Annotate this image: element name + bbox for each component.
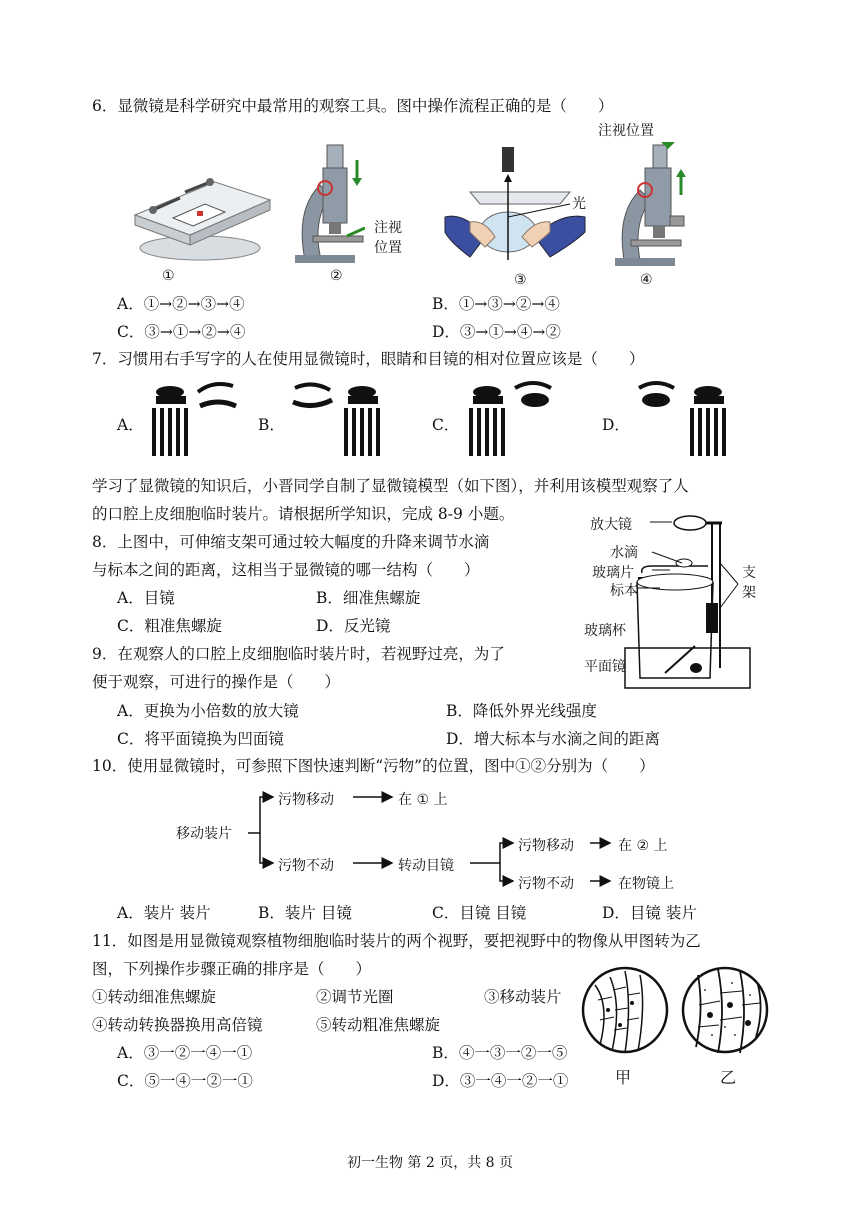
q6-option-d[interactable]: D．③→①→④→② (432, 323, 561, 341)
q7-option-d[interactable]: D． (602, 416, 630, 434)
q10-flow-on-objective: 在物镜上 (618, 876, 674, 892)
q6-option-b[interactable]: B．①→③→②→④ (432, 295, 560, 313)
q11-fig-label-yi: 乙 (720, 1068, 737, 1087)
q11-figure-views (580, 965, 770, 1055)
q10-flow-dirt-moves-2: 污物移动 (518, 838, 574, 854)
q10-flow-move-slide: 移动装片 (176, 826, 232, 842)
intro-line-2: 的口腔上皮细胞临时装片。请根据所学知识，完成 8-9 小题。 (92, 505, 515, 523)
q6-stem: 6．显微镜是科学研究中最常用的观察工具。图中操作流程正确的是（ ） (92, 97, 614, 115)
q6-figure-2-microscope (295, 140, 365, 265)
q10-flow-on-1: 在 ① 上 (398, 792, 448, 808)
q7-a-figure (148, 378, 243, 460)
intro-line-1: 学习了显微镜的知识后，小晋同学自制了显微镜模型（如下图），并利用该模型观察了人 (92, 477, 689, 495)
q10-flow-dirt-still-2: 污物不动 (518, 876, 574, 892)
q11-fig-label-jia: 甲 (615, 1068, 632, 1087)
q8-line-1: 8．上图中，可伸缩支架可通过较大幅度的升降来调节水滴 (92, 533, 490, 551)
q6-fig3-light: 光 (572, 196, 586, 212)
q7-option-a[interactable]: A． (117, 416, 144, 434)
q6-fig2-watch: 注视 (374, 220, 402, 236)
q9-option-b[interactable]: B．降低外界光线强度 (446, 702, 597, 720)
model-label-support-2: 架 (742, 585, 756, 601)
model-label-glass-slide: 玻璃片 (592, 565, 634, 581)
q10-option-b[interactable]: B．装片 目镜 (258, 904, 352, 922)
q7-d-figure (636, 378, 736, 460)
q11-line-2: 图，下列操作步骤正确的排序是（ ） (92, 960, 372, 978)
page-footer: 初一生物 第 2 页，共 8 页 (346, 1155, 514, 1171)
q9-line-2: 便于观察，可进行的操作是（ ） (92, 673, 341, 691)
q8-option-d[interactable]: D．反光镜 (316, 617, 391, 635)
q8-option-c[interactable]: C．粗准焦螺旋 (117, 617, 222, 635)
q6-figure-4-microscope (615, 140, 695, 270)
model-label-mirror: 平面镜 (584, 659, 626, 675)
q7-option-b[interactable]: B． (258, 416, 285, 434)
model-label-support-1: 支 (742, 565, 756, 581)
q6-figure-1-stage (125, 170, 275, 265)
q10-option-c[interactable]: C．目镜 目镜 (432, 904, 527, 922)
q8-line-2: 与标本之间的距离，这相当于显微镜的哪一结构（ ） (92, 561, 480, 579)
q11-line-1: 11．如图是用显微镜观察植物细胞临时装片的两个视野，要把视野中的物像从甲图转为乙 (92, 932, 701, 950)
q6-fig-label-3: ③ (514, 272, 527, 288)
q6-option-c[interactable]: C．③→①→②→④ (117, 323, 246, 341)
q11-option-b[interactable]: B．④一③一②一⑤ (432, 1044, 568, 1062)
q10-stem: 10．使用显微镜时，可参照下图快速判断“污物”的位置，图中①②分别为（ ） (92, 757, 655, 775)
q6-fig-label-4: ④ (640, 272, 653, 288)
q10-flow-on-2: 在 ② 上 (618, 838, 668, 854)
q6-fig-label-2: ② (330, 268, 343, 284)
q9-option-a[interactable]: A．更换为小倍数的放大镜 (117, 702, 299, 720)
q7-c-figure (465, 378, 560, 460)
q10-option-a[interactable]: A．装片 装片 (117, 904, 211, 922)
q10-option-d[interactable]: D．目镜 装片 (602, 904, 697, 922)
q8-option-b[interactable]: B．细准焦螺旋 (316, 589, 421, 607)
q9-line-1: 9．在观察人的口腔上皮细胞临时装片时，若视野过亮，为了 (92, 645, 505, 663)
q8-option-a[interactable]: A．目镜 (117, 589, 175, 607)
q7-stem: 7．习惯用右手写字的人在使用显微镜时，眼睛和目镜的相对位置应该是（ ） (92, 350, 645, 368)
q11-step-2: ②调节光圈 (316, 988, 394, 1006)
q6-fig-label-1: ① (162, 268, 175, 284)
model-label-droplet: 水滴 (610, 545, 638, 561)
q11-option-d[interactable]: D．③一④一②一① (432, 1072, 569, 1090)
q10-flow-dirt-still-1: 污物不动 (278, 858, 334, 874)
q11-step-1: ①转动细准焦螺旋 (92, 988, 217, 1006)
q11-step-3: ③移动装片 (484, 988, 562, 1006)
q9-option-c[interactable]: C．将平面镜换为凹面镜 (117, 730, 284, 748)
model-label-specimen: 标本 (610, 583, 638, 599)
q6-figure-3-hands (440, 142, 590, 267)
q6-fig4-watch-position: 注视位置 (598, 123, 654, 139)
q10-flow-turn-eyepiece: 转动目镜 (398, 858, 454, 874)
q9-option-d[interactable]: D．增大标本与水滴之间的距离 (446, 730, 660, 748)
q11-step-4: ④转动转换器换用高倍镜 (92, 1016, 263, 1034)
model-label-beaker: 玻璃杯 (584, 623, 626, 639)
q6-option-a[interactable]: A．①→②→③→④ (117, 295, 245, 313)
model-label-magnifier: 放大镜 (590, 517, 632, 533)
q6-fig2-position: 位置 (374, 240, 402, 256)
q11-step-5: ⑤转动粗准焦螺旋 (316, 1016, 441, 1034)
q11-option-a[interactable]: A．③一②一④一① (117, 1044, 253, 1062)
q7-b-figure (290, 378, 390, 460)
q10-flow-dirt-moves-1: 污物移动 (278, 792, 334, 808)
q11-option-c[interactable]: C．⑤一④一②一① (117, 1072, 253, 1090)
q7-option-c[interactable]: C． (432, 416, 460, 434)
